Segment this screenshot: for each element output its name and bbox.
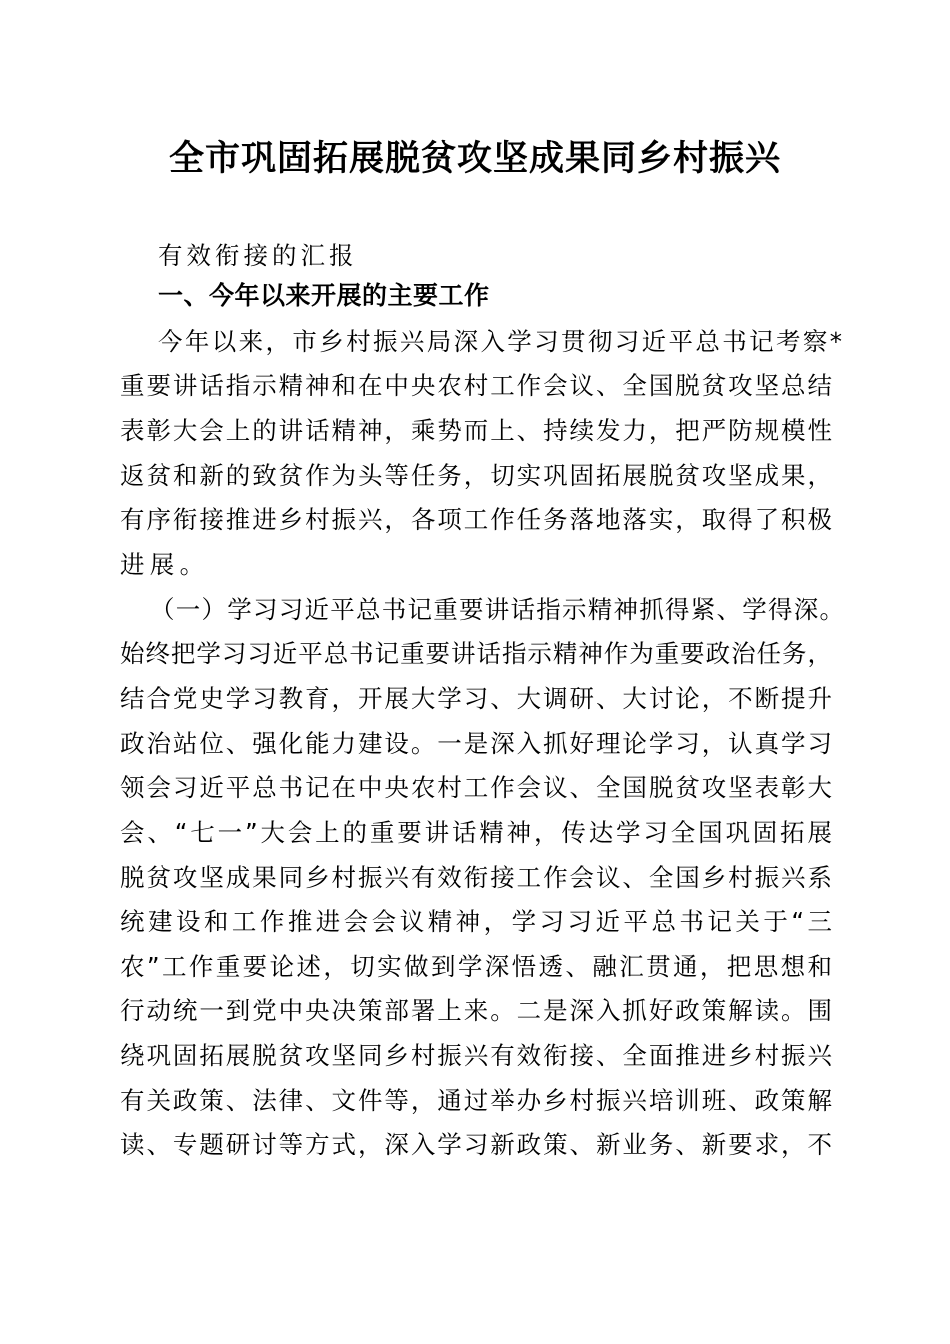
paragraph-line: 返贫和新的致贫作为头等任务，切实巩固拓展脱贫攻坚成果， (120, 461, 832, 490)
paragraph-line: 政治站位、强化能力建设。一是深入抓好理论学习，认真学习 (120, 729, 832, 758)
paragraph-line: 绕巩固拓展脱贫攻坚同乡村振兴有效衔接、全面推进乡村振兴 (120, 1041, 832, 1070)
paragraph-line: 有关政策、法律、文件等，通过举办乡村振兴培训班、政策解 (120, 1086, 832, 1115)
document-subtitle: 有效衔接的汇报 (158, 241, 358, 270)
section-heading: 一、今年以来开展的主要工作 (158, 281, 490, 310)
paragraph-line: 今年以来，市乡村振兴局深入学习贯彻习近平总书记考察* (158, 327, 842, 356)
paragraph-line: 有序衔接推进乡村振兴，各项工作任务落地落实，取得了积极 (120, 505, 832, 534)
paragraph-line: 脱贫攻坚成果同乡村振兴有效衔接工作会议、全国乡村振兴系 (120, 863, 832, 892)
paragraph-line: 始终把学习习近平总书记重要讲话指示精神作为重要政治任务， (120, 639, 832, 668)
paragraph-line: 行动统一到党中央决策部署上来。二是深入抓好政策解读。围 (120, 996, 832, 1025)
paragraph-line: 农”工作重要论述，切实做到学深悟透、融汇贯通，把思想和 (120, 952, 832, 981)
paragraph-line: 统建设和工作推进会会议精神，学习习近平总书记关于“三 (120, 907, 832, 936)
paragraph-line: 表彰大会上的讲话精神，乘势而上、持续发力，把严防规模性 (120, 416, 832, 445)
paragraph-line: 重要讲话指示精神和在中央农村工作会议、全国脱贫攻坚总结 (120, 371, 832, 400)
paragraph-line: 进展。 (120, 550, 210, 579)
paragraph-line: 结合党史学习教育，开展大学习、大调研、大讨论，不断提升 (120, 684, 832, 713)
paragraph-line: 领会习近平总书记在中央农村工作会议、全国脱贫攻坚表彰大 (120, 773, 832, 802)
paragraph-line: 会、“七一”大会上的重要讲话精神，传达学习全国巩固拓展 (120, 818, 832, 847)
paragraph-subheading: （一）学习习近平总书记重要讲话指示精神抓得紧、学得深。 (150, 595, 844, 624)
document-title: 全市巩固拓展脱贫攻坚成果同乡村振兴 (168, 138, 781, 179)
paragraph-line: 读、专题研讨等方式，深入学习新政策、新业务、新要求，不 (120, 1130, 832, 1159)
